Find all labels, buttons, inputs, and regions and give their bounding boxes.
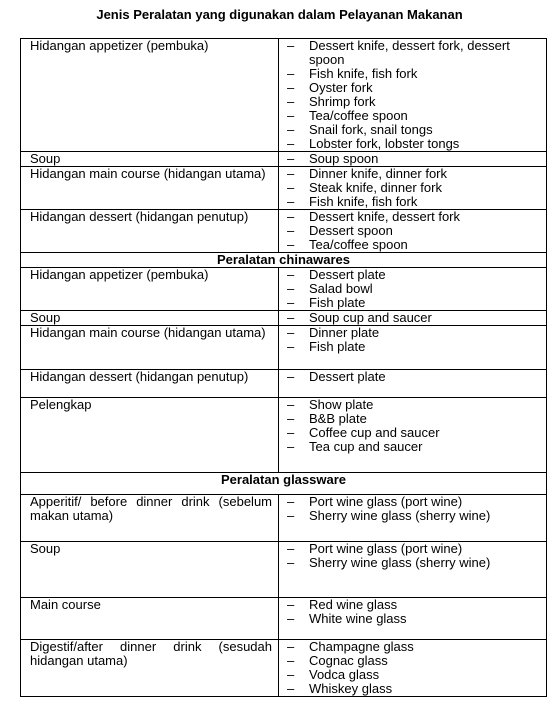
item-text: Dessert spoon (309, 223, 393, 238)
dash-bullet: – (287, 555, 295, 570)
dash-bullet: – (287, 122, 295, 137)
list-item (287, 398, 542, 412)
dash-bullet: – (287, 439, 295, 454)
item-text: Fish plate (309, 295, 366, 310)
dash-bullet: – (287, 151, 295, 166)
dash-bullet: – (287, 494, 295, 509)
course-cell: Soup (21, 311, 279, 326)
list-item (287, 95, 542, 109)
dash-bullet: – (287, 80, 295, 95)
item-text: Fish plate (309, 339, 366, 354)
item-text: Steak knife, dinner fork (309, 180, 442, 195)
item-text: Port wine glass (port wine) (309, 494, 463, 509)
course-cell: Digestif/after dinner drink (sesudah hidangan utama) (21, 640, 279, 697)
table-row (21, 640, 547, 697)
dash-bullet: – (287, 325, 295, 340)
list-item (287, 370, 542, 384)
dash-bullet: – (287, 281, 295, 296)
section-title-glassware: Peralatan glassware (21, 473, 547, 495)
item-text: Dessert knife, dessert fork (309, 209, 460, 224)
list-item (287, 495, 542, 509)
table-row (21, 542, 547, 598)
item-text: Fish knife, fish fork (309, 194, 418, 209)
dash-bullet: – (287, 611, 295, 626)
items-cell (279, 39, 547, 152)
table-row (21, 495, 547, 542)
list-item (287, 412, 542, 426)
item-text: Dessert plate (309, 369, 386, 384)
list-item (287, 81, 542, 95)
list-item (287, 654, 542, 668)
list-item (287, 682, 542, 696)
table-row (21, 311, 547, 326)
dash-bullet: – (287, 166, 295, 181)
list-item (287, 542, 542, 556)
item-text: Tea cup and saucer (309, 439, 423, 454)
item-text: Fish knife, fish fork (309, 66, 418, 81)
list-item (287, 556, 542, 570)
list-item (287, 137, 542, 151)
dash-bullet: – (287, 194, 295, 209)
items-cell (279, 398, 547, 473)
item-text: Salad bowl (309, 281, 373, 296)
items-cell (279, 210, 547, 253)
dash-bullet: – (287, 653, 295, 668)
item-text: Vodca glass (309, 667, 380, 682)
table-row (21, 370, 547, 398)
items-cell (279, 268, 547, 311)
list-item (287, 210, 542, 224)
table-row (21, 152, 547, 167)
item-text: Dessert plate (309, 267, 386, 282)
table-row (21, 167, 547, 210)
course-cell: Hidangan appetizer (pembuka) (21, 268, 279, 311)
items-cell (279, 311, 547, 326)
item-text: Cognac glass (309, 653, 388, 668)
dash-bullet: – (287, 180, 295, 195)
course-cell: Pelengkap (21, 398, 279, 473)
dash-bullet: – (287, 369, 295, 384)
dash-bullet: – (287, 541, 295, 556)
dash-bullet: – (287, 267, 295, 282)
list-item (287, 67, 542, 81)
course-cell: Hidangan main course (hidangan utama) (21, 167, 279, 210)
course-cell: Soup (21, 542, 279, 598)
list-item (287, 340, 542, 354)
dash-bullet: – (287, 108, 295, 123)
list-item (287, 238, 542, 252)
items-cell (279, 326, 547, 370)
dash-bullet: – (287, 136, 295, 151)
course-cell: Hidangan appetizer (pembuka) (21, 39, 279, 152)
item-text: Show plate (309, 397, 374, 412)
list-item (287, 167, 542, 181)
dash-bullet: – (287, 411, 295, 426)
items-cell (279, 495, 547, 542)
dash-bullet: – (287, 94, 295, 109)
list-item (287, 123, 542, 137)
dash-bullet: – (287, 508, 295, 523)
equipment-table (20, 38, 547, 697)
table-row (21, 326, 547, 370)
table-row (21, 598, 547, 640)
section-title-chinawares: Peralatan chinawares (21, 253, 547, 268)
course-cell: Hidangan dessert (hidangan penutup) (21, 210, 279, 253)
item-text: Sherry wine glass (sherry wine) (309, 508, 491, 523)
item-text: Dessert knife, dessert fork, dessert spoon (309, 38, 510, 67)
item-text: Oyster fork (309, 80, 373, 95)
item-text: Whiskey glass (309, 681, 393, 696)
item-text: Sherry wine glass (sherry wine) (309, 555, 491, 570)
item-text: Champagne glass (309, 639, 414, 654)
list-item (287, 426, 542, 440)
document-title: Jenis Peralatan yang digunakan dalam Pelayanan Makanan (96, 7, 463, 22)
items-cell (279, 167, 547, 210)
dash-bullet: – (287, 237, 295, 252)
course-cell: Apperitif/ before dinner drink (sebelum makan utama) (21, 495, 279, 542)
list-item (287, 668, 542, 682)
section-row (21, 473, 547, 495)
item-text: Shrimp fork (309, 94, 376, 109)
section-row (21, 253, 547, 268)
items-cell (279, 542, 547, 598)
table-row (21, 268, 547, 311)
items-cell (279, 640, 547, 697)
dash-bullet: – (287, 310, 295, 325)
list-item (287, 326, 542, 340)
table-row (21, 39, 547, 152)
item-text: Port wine glass (port wine) (309, 541, 463, 556)
list-item (287, 109, 542, 123)
list-item (287, 612, 542, 626)
item-text: Soup spoon (309, 151, 379, 166)
dash-bullet: – (287, 38, 295, 53)
list-item (287, 296, 542, 310)
list-item (287, 181, 542, 195)
items-cell (279, 598, 547, 640)
item-text: Red wine glass (309, 597, 398, 612)
list-item (287, 152, 542, 166)
dash-bullet: – (287, 639, 295, 654)
table-row (21, 210, 547, 253)
course-cell: Soup (21, 152, 279, 167)
dash-bullet: – (287, 597, 295, 612)
list-item (287, 282, 542, 296)
list-item (287, 509, 542, 523)
item-text: White wine glass (309, 611, 407, 626)
items-cell (279, 370, 547, 398)
list-item (287, 224, 542, 238)
dash-bullet: – (287, 339, 295, 354)
item-text: Tea/coffee spoon (309, 237, 408, 252)
dash-bullet: – (287, 209, 295, 224)
dash-bullet: – (287, 295, 295, 310)
course-cell: Hidangan main course (hidangan utama) (21, 326, 279, 370)
dash-bullet: – (287, 667, 295, 682)
list-item (287, 195, 542, 209)
table-row (21, 398, 547, 473)
item-text: B&B plate (309, 411, 367, 426)
list-item (287, 440, 542, 454)
list-item (287, 640, 542, 654)
list-item (287, 39, 542, 67)
dash-bullet: – (287, 425, 295, 440)
item-text: Dinner knife, dinner fork (309, 166, 448, 181)
item-text: Soup cup and saucer (309, 310, 432, 325)
list-item (287, 311, 542, 325)
dash-bullet: – (287, 223, 295, 238)
course-cell: Main course (21, 598, 279, 640)
item-text: Coffee cup and saucer (309, 425, 440, 440)
item-text: Dinner plate (309, 325, 380, 340)
list-item (287, 268, 542, 282)
dash-bullet: – (287, 397, 295, 412)
list-item (287, 598, 542, 612)
item-text: Snail fork, snail tongs (309, 122, 433, 137)
item-text: Lobster fork, lobster tongs (309, 136, 460, 151)
dash-bullet: – (287, 66, 295, 81)
course-cell: Hidangan dessert (hidangan penutup) (21, 370, 279, 398)
items-cell (279, 152, 547, 167)
dash-bullet: – (287, 681, 295, 696)
item-text: Tea/coffee spoon (309, 108, 408, 123)
